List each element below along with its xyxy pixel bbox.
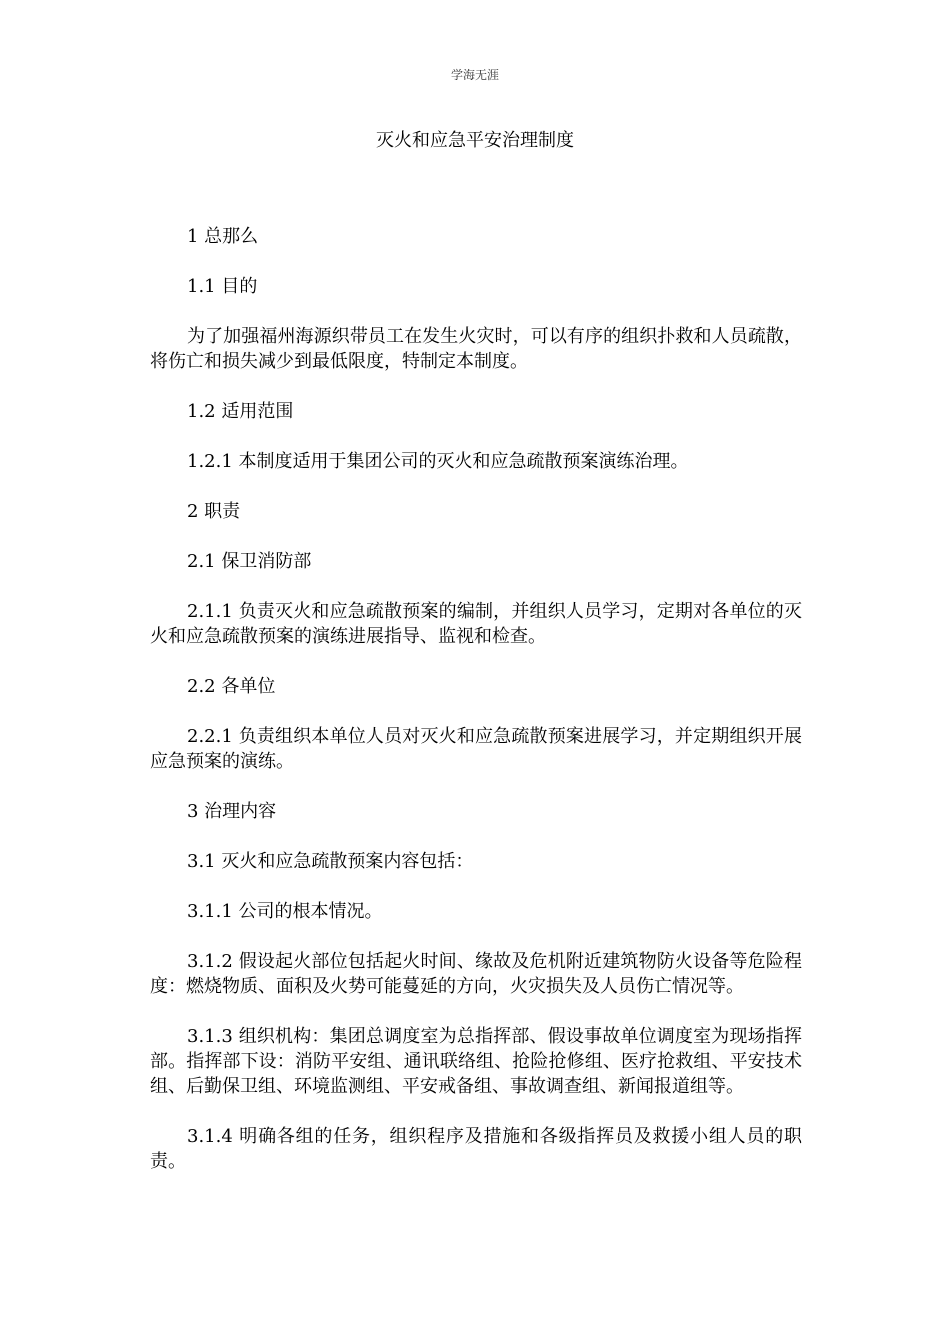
paragraph-3-1-2: 3.1.2 假设起火部位包括起火时间、缘故及危机附近建筑物防火设备等危险程度：燃烧物质、面积及火势可能蔓延的方向，火灾损失及人员伤亡情况等。 [150, 951, 802, 997]
paragraph-3-1-4: 3.1.4 明确各组的任务，组织程序及措施和各级指挥员及救援小组人员的职责。 [150, 1126, 802, 1172]
page-header: 学海无涯 [450, 68, 499, 82]
subsection-heading-1-1: 1.1 目的 [187, 276, 258, 297]
section-heading-2: 2 职责 [187, 501, 241, 522]
subsection-heading-2-2: 2.2 各单位 [187, 676, 276, 697]
paragraph-1-2-1: 1.2.1 本制度适用于集团公司的灭火和应急疏散预案演练治理。 [187, 451, 689, 472]
subsection-heading-1-2: 1.2 适用范围 [187, 401, 294, 422]
paragraph-2-2-1: 2.2.1 负责组织本单位人员对灭火和应急疏散预案进展学习，并定期组织开展应急预案的演练。 [150, 726, 802, 772]
paragraph-3-1-3: 3.1.3 组织机构：集团总调度室为总指挥部、假设事故单位调度室为现场指挥部。指挥部下设：消防平安组、通讯联络组、抢险抢修组、医疗抢救组、平安技术组、后勤保卫组、环境监测组、平安戒备组、事故调查组、新闻报道组等。 [150, 1026, 802, 1097]
paragraph-purpose: 为了加强福州海源织带员工在发生火灾时，可以有序的组织扑救和人员疏散，将伤亡和损失减少到最低限度，特制定本制度。 [150, 326, 802, 372]
document-title: 灭火和应急平安治理制度 [376, 130, 574, 151]
document-body [150, 224, 802, 1199]
subsection-heading-3-1: 3.1 灭火和应急疏散预案内容包括： [187, 851, 474, 872]
paragraph-3-1-1: 3.1.1 公司的根本情况。 [187, 901, 383, 922]
paragraph-2-1-1: 2.1.1 负责灭火和应急疏散预案的编制，并组织人员学习，定期对各单位的灭火和应急疏散预案的演练进展指导、监视和检查。 [150, 601, 802, 647]
subsection-heading-2-1: 2.1 保卫消防部 [187, 551, 312, 572]
section-heading-3: 3 治理内容 [187, 801, 277, 822]
section-heading-1: 1 总那么 [187, 226, 259, 247]
